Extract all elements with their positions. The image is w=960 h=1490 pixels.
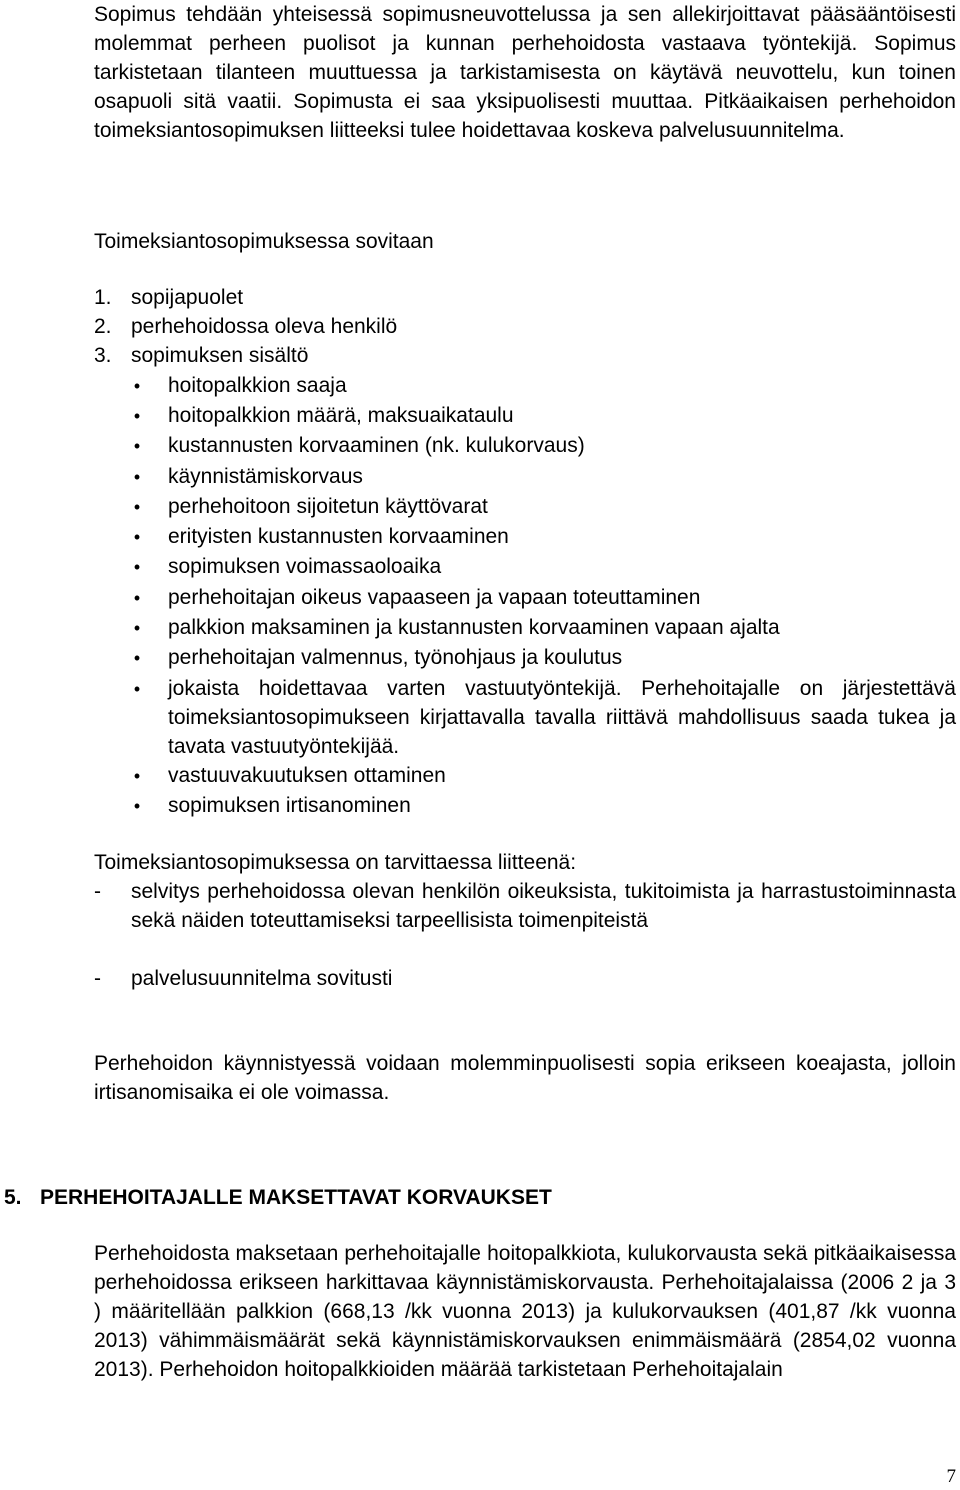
list-item: perhehoidossa oleva henkilö [131,315,398,338]
list-item: hoitopalkkion määrä, maksuaikataulu [168,404,514,427]
paragraph-agreed-items-intro: Toimeksiantosopimuksessa sovitaan [94,230,434,253]
bullet-icon: • [133,497,141,517]
paragraph-trial-period: Perhehoidon käynnistyessä voidaan molemminpuolisesti sopia erikseen koeajasta, jolloin irtisanomisaika ei ole voimassa. [94,1052,956,1104]
bullet-icon: • [133,766,141,786]
list-item: vastuuvakuutuksen ottaminen [168,764,446,787]
list-item: sopimuksen voimassaoloaika [168,555,442,578]
list-item-number: 3. [94,344,112,367]
list-item: jokaista hoidettavaa varten vastuutyöntekijä. Perhehoitajalle on järjestettävä toimeksiantosopimukseen kirjattavalla tavalla riittävä mahdollisuus saada tukea ja tavata vastuutyöntekijää. [168,677,956,758]
dash-marker: - [94,967,101,990]
list-item: käynnistämiskorvaus [168,465,363,488]
bullet-icon: • [133,376,141,396]
list-item: sopijapuolet [131,286,244,309]
paragraph-attachments-intro: Toimeksiantosopimuksessa on tarvittaessa liitteenä: [94,851,577,874]
dash-marker: - [94,880,101,903]
paragraph-agreement-intro: Sopimus tehdään yhteisessä sopimusneuvottelussa ja sen allekirjoittavat pääsääntöisesti molemmat perheen puolisot ja kunnan perhehoidosta vastaava työntekijä. Sopimus tarkistetaan tilanteen muuttuessa ja tarkistamisesta on käytävä neuvottelu, kun toinen osapuoli sitä vaatii. Sopimusta ei saa yksipuolisesti muuttaa. Pitkäaikaisen perhehoidon toimeksiantosopimuksen liitteeksi tulee hoidettavaa koskeva palvelusuunnitelma. [94,3,956,142]
list-item-number: 1. [94,286,112,309]
list-item: selvitys perhehoidossa olevan henkilön oikeuksista, tukitoimista ja harrastustoiminnasta sekä näiden toteuttamiseksi tarpeellisista toimenpiteistä [131,880,956,932]
list-item-number: 2. [94,315,112,338]
bullet-icon: • [133,467,141,487]
page-number: 7 [946,1466,956,1487]
bullet-icon: • [133,648,141,668]
section-title: PERHEHOITAJALLE MAKSETTAVAT KORVAUKSET [40,1186,552,1209]
list-item: erityisten kustannusten korvaaminen [168,525,509,548]
list-item: palkkion maksaminen ja kustannusten korvaaminen vapaan ajalta [168,616,780,639]
list-item: hoitopalkkion saaja [168,374,347,397]
bullet-icon: • [133,436,141,456]
list-item: perhehoitajan valmennus, työnohjaus ja koulutus [168,646,623,669]
list-item: sopimuksen sisältö [131,344,309,367]
section-number: 5. [4,1186,22,1209]
bullet-icon: • [133,618,141,638]
list-item: kustannusten korvaaminen (nk. kulukorvaus) [168,434,585,457]
bullet-icon: • [133,406,141,426]
bullet-icon: • [133,796,141,816]
paragraph-compensation: Perhehoidosta maksetaan perhehoitajalle hoitopalkkiota, kulukorvausta sekä pitkäaikaisessa perhehoidossa erikseen harkittavaa käynnistämiskorvausta. Perhehoitajalaissa (2006 2 ja 3 ) määritellään palkkion (668,13 /kk vuonna 2013) ja kulukorvauksen (401,87 /kk vuonna 2013) vähimmäismäärät sekä käynnistämiskorvauksen enimmäismäärä (2854,02 vuonna 2013). Perhehoidon hoitopalkkioiden määrää tarkistetaan Perhehoitajalain [94,1242,956,1381]
bullet-icon: • [133,679,141,699]
list-item: palvelusuunnitelma sovitusti [131,967,393,990]
list-item: perhehoitajan oikeus vapaaseen ja vapaan toteuttaminen [168,586,701,609]
list-item: perhehoitoon sijoitetun käyttövarat [168,495,488,518]
bullet-icon: • [133,527,141,547]
bullet-icon: • [133,557,141,577]
bullet-icon: • [133,588,141,608]
list-item: sopimuksen irtisanominen [168,794,411,817]
